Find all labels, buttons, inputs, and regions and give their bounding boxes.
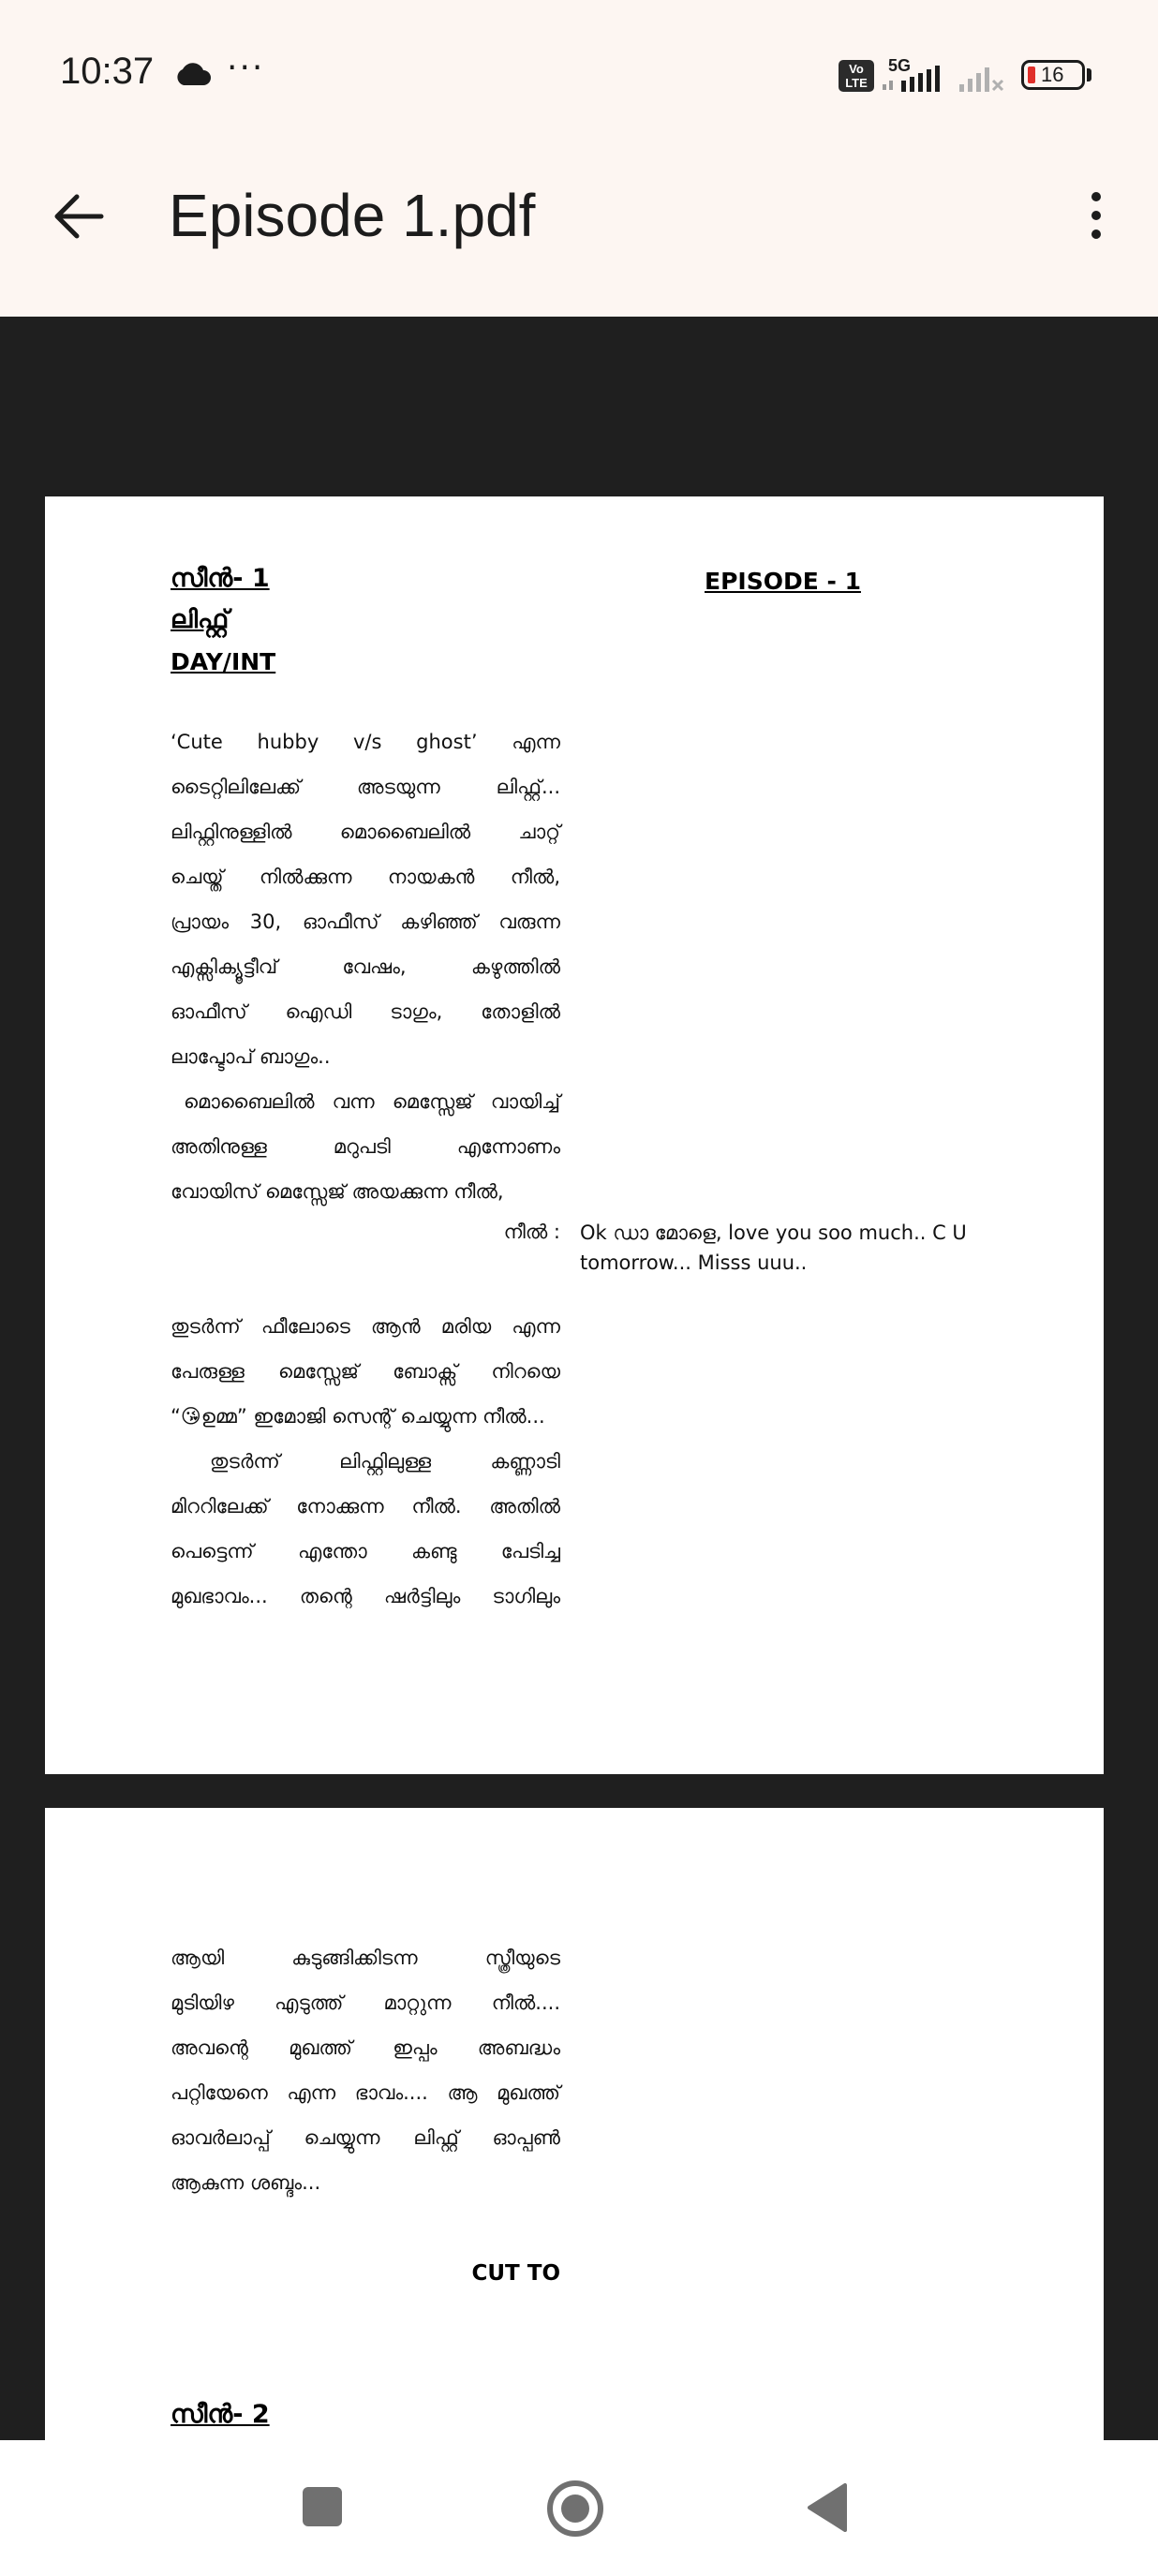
dialogue-text: Ok ഡാ മോളെ, love you soo much.. C U tomorrow... Misss uuu.. xyxy=(580,1221,967,1274)
more-vert-icon[interactable] xyxy=(1077,187,1115,247)
action-paragraph-5: ആയി കുടുങ്ങിക്കിടന്ന സ്ത്രീയുടെ മുടിയിഴ എടുത്ത് മാറ്റുന്ന നീൽ.... അവന്റെ മുഖത്ത് ഇപ്പം അബദ്ധം പറ്റിയേനെ എന്ന ഭാവം.... ആ മുഖത്ത് ഓവർലാപ്പ് ചെയ്യുന്ന ലിഫ്റ്റ് ഓപ്പൺ ആകുന്ന ശബ്ദം... xyxy=(171,1947,560,2194)
action-paragraph-2: മൊബൈലിൽ വന്ന മെസ്സേജ് വായിച്ച് അതിനുള്ള മറുപടി എന്നോണം വോയിസ് മെസ്സേജ് അയക്കുന്ന നീൽ, xyxy=(171,1090,560,1203)
more-notifications-icon: ··· xyxy=(227,49,265,87)
back-triangle-icon[interactable] xyxy=(806,2481,849,2534)
cloud-icon xyxy=(174,62,212,86)
dialogue-speaker: നീൽ : xyxy=(503,1221,560,1243)
cut-to-transition: CUT TO xyxy=(471,2261,560,2286)
document-title: Episode 1.pdf xyxy=(169,182,536,249)
action-paragraph-3: തുടർന്ന് ഫീലോടെ ആൻ മരിയ എന്ന പേരുള്ള മെസ്സേജ് ബോക്സ് നിറയെ “😘ഉമ്മ” ഇമോജി സെന്റ് ചെയ്യുന്ന നീൽ... xyxy=(171,1315,560,1428)
battery-tip xyxy=(1087,68,1091,81)
pdf-page-1[interactable] xyxy=(45,496,1104,1774)
network-label: 5G xyxy=(888,56,912,75)
volte-icon: Vo LTE xyxy=(839,60,874,92)
battery-icon xyxy=(1021,60,1085,90)
battery-level: 16 xyxy=(1041,63,1064,86)
action-paragraph-4: തുടർന്ന് ലിഫ്റ്റിലുള്ള കണ്ണാടി മിററിലേക്ക് നോക്കുന്ന നീൽ. അതിൽ പെട്ടെന്ന് എന്തോ കണ്ടു പേടിച്ച മുഖഭാവം... തന്റെ ഷർട്ടിലും ടാഗിലും xyxy=(171,1450,560,1607)
action-paragraph-1: ‘Cute hubby v/s ghost’ എന്ന ടൈറ്റിലിലേക്ക് അടയുന്ന ലിഫ്റ്റ്... ലിഫ്റ്റിനുള്ളിൽ മൊബൈലിൽ ചാറ്റ് ചെയ്ത് നിൽക്കുന്ന നായകൻ നീൽ, പ്രായം 30, ഓഫീസ് കഴിഞ്ഞ് വരുന്ന എക്സിക്യൂട്ടീവ് വേഷം, കഴുത്തിൽ ഓഫീസ് ഐഡി ടാഗും, തോളിൽ ലാപ്ടോപ് ബാഗും.. xyxy=(171,731,560,1068)
episode-heading: EPISODE - 1 xyxy=(705,568,861,595)
signal-x-icon xyxy=(958,58,1010,96)
signal-5g-icon xyxy=(883,52,950,94)
recents-square-icon[interactable] xyxy=(303,2487,342,2526)
scene-heading: സീൻ- 1 xyxy=(171,564,270,593)
home-circle-icon[interactable] xyxy=(546,2480,604,2538)
back-arrow-icon[interactable] xyxy=(45,183,112,250)
clock: 10:37 xyxy=(60,51,155,92)
scene-heading-2: സീൻ- 2 xyxy=(171,2400,270,2429)
app-bar xyxy=(0,155,1158,317)
status-bar xyxy=(0,0,1158,155)
navigation-bar xyxy=(0,2440,1158,2576)
scene-time: DAY/INT xyxy=(171,648,276,675)
scene-location: ലിഫ്റ്റ് xyxy=(171,605,230,634)
